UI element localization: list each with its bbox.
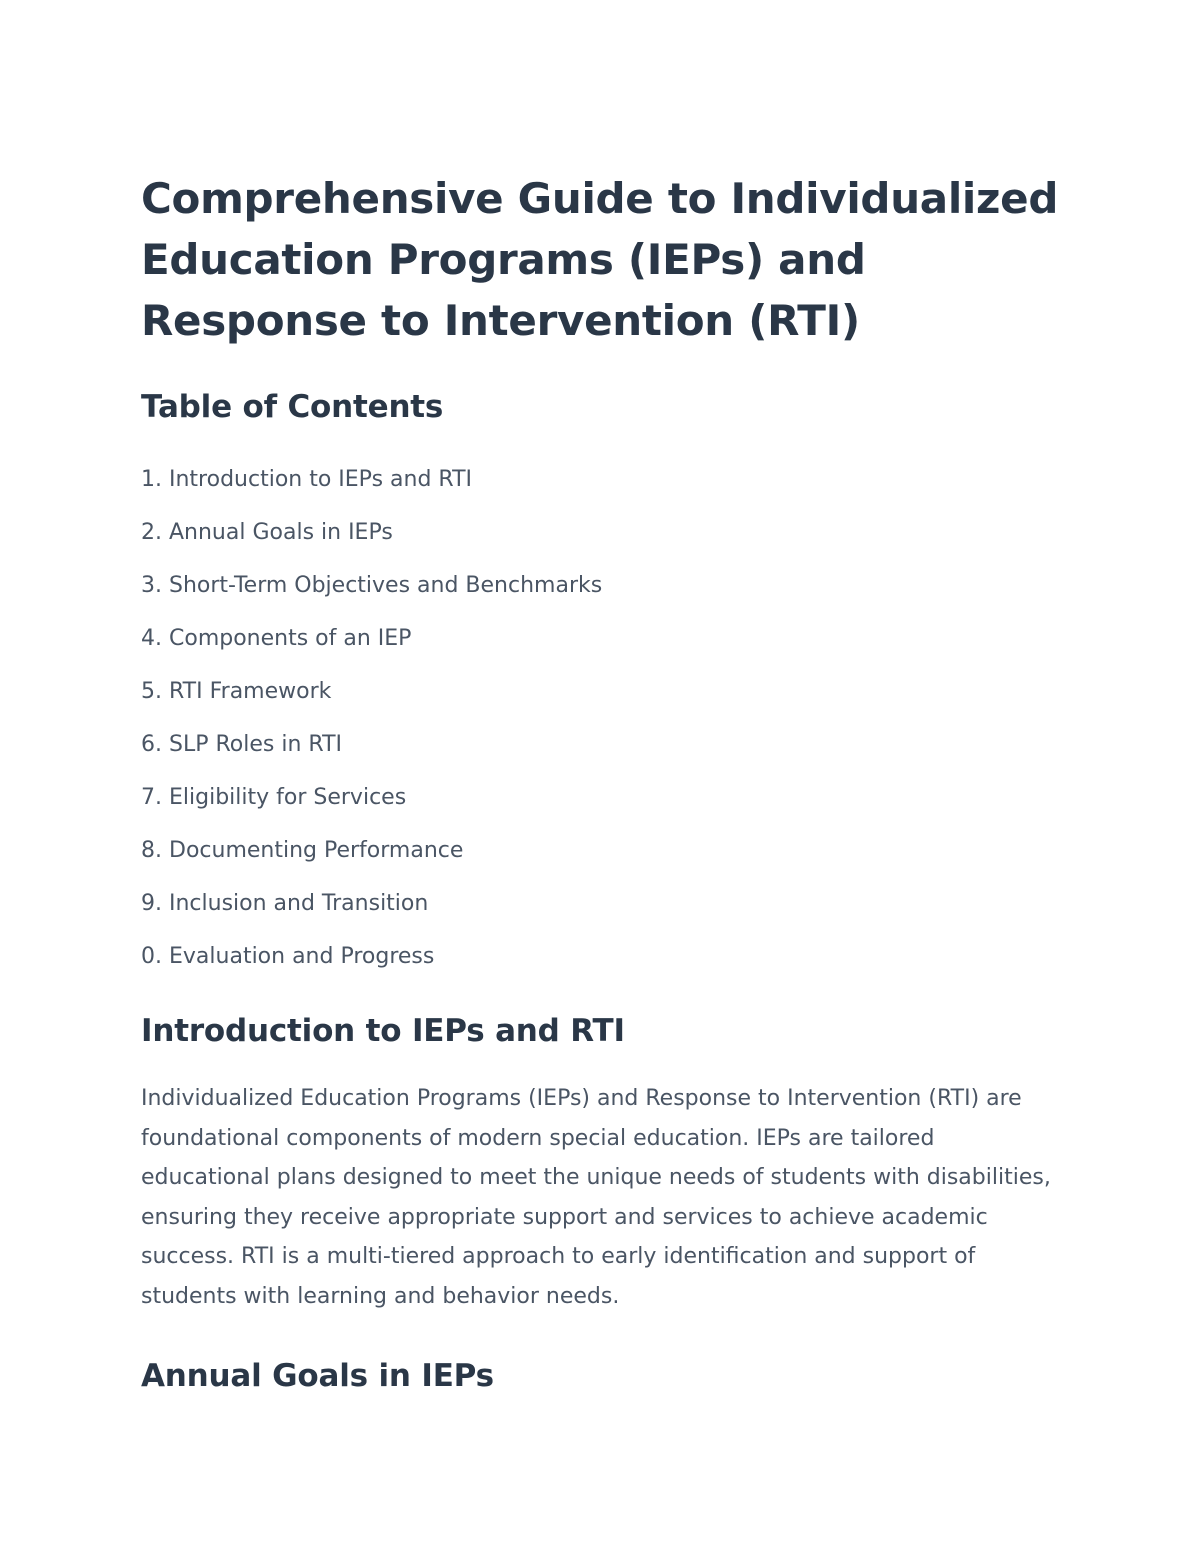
toc-item[interactable] [141, 930, 1071, 983]
toc-item[interactable] [141, 824, 1071, 877]
introduction-paragraph: Individualized Education Programs (IEPs) and Response to Intervention (RTI) are foundational components of modern special education. IEPs are tailored educational plans designed to meet the unique needs of students with disabilities, ensuring they receive appropriate support and services to achieve academic success. RTI is a multi-tiered approach to early identification and support of students with learning and behavior needs. [141, 1086, 1051, 1309]
toc-item-number: 1. [141, 467, 162, 492]
toc-item-number: 3. [141, 573, 162, 598]
toc-item-label: Annual Goals in IEPs [169, 520, 393, 545]
toc-item-label: Introduction to IEPs and RTI [169, 467, 473, 492]
toc-item-number: 8. [141, 838, 162, 863]
toc-item-number: 9. [141, 891, 162, 916]
section-heading-annual-goals: Annual Goals in IEPs [141, 1357, 494, 1394]
toc-item-label: RTI Framework [169, 679, 332, 704]
toc-item-number: 7. [141, 785, 162, 810]
toc-item-number: 0. [141, 944, 162, 969]
toc-item[interactable] [141, 718, 1071, 771]
toc-item-label: Short-Term Objectives and Benchmarks [169, 573, 603, 598]
toc-item[interactable] [141, 877, 1071, 930]
toc-item-label: Eligibility for Services [169, 785, 407, 810]
toc-heading: Table of Contents [141, 389, 444, 425]
toc-item-number: 2. [141, 520, 162, 545]
toc-item[interactable] [141, 559, 1071, 612]
toc-item-label: Inclusion and Transition [169, 891, 429, 916]
toc-item-label: Evaluation and Progress [169, 944, 435, 969]
toc-item[interactable] [141, 665, 1071, 718]
section-heading-introduction: Introduction to IEPs and RTI [141, 1013, 625, 1049]
toc-item[interactable] [141, 506, 1071, 559]
document-title: Comprehensive Guide to Individualized Education Programs (IEPs) and Response to Intervention (RTI) [141, 174, 1059, 345]
table-of-contents [141, 453, 1071, 983]
toc-item[interactable] [141, 453, 1071, 506]
toc-item-number: 4. [141, 626, 162, 651]
toc-item-label: Components of an IEP [169, 626, 412, 651]
document-page [141, 168, 1071, 1396]
toc-item-number: 6. [141, 732, 162, 757]
toc-item-label: SLP Roles in RTI [169, 732, 343, 757]
toc-item[interactable] [141, 771, 1071, 824]
toc-item-label: Documenting Performance [169, 838, 464, 863]
toc-item[interactable] [141, 612, 1071, 665]
toc-item-number: 5. [141, 679, 162, 704]
